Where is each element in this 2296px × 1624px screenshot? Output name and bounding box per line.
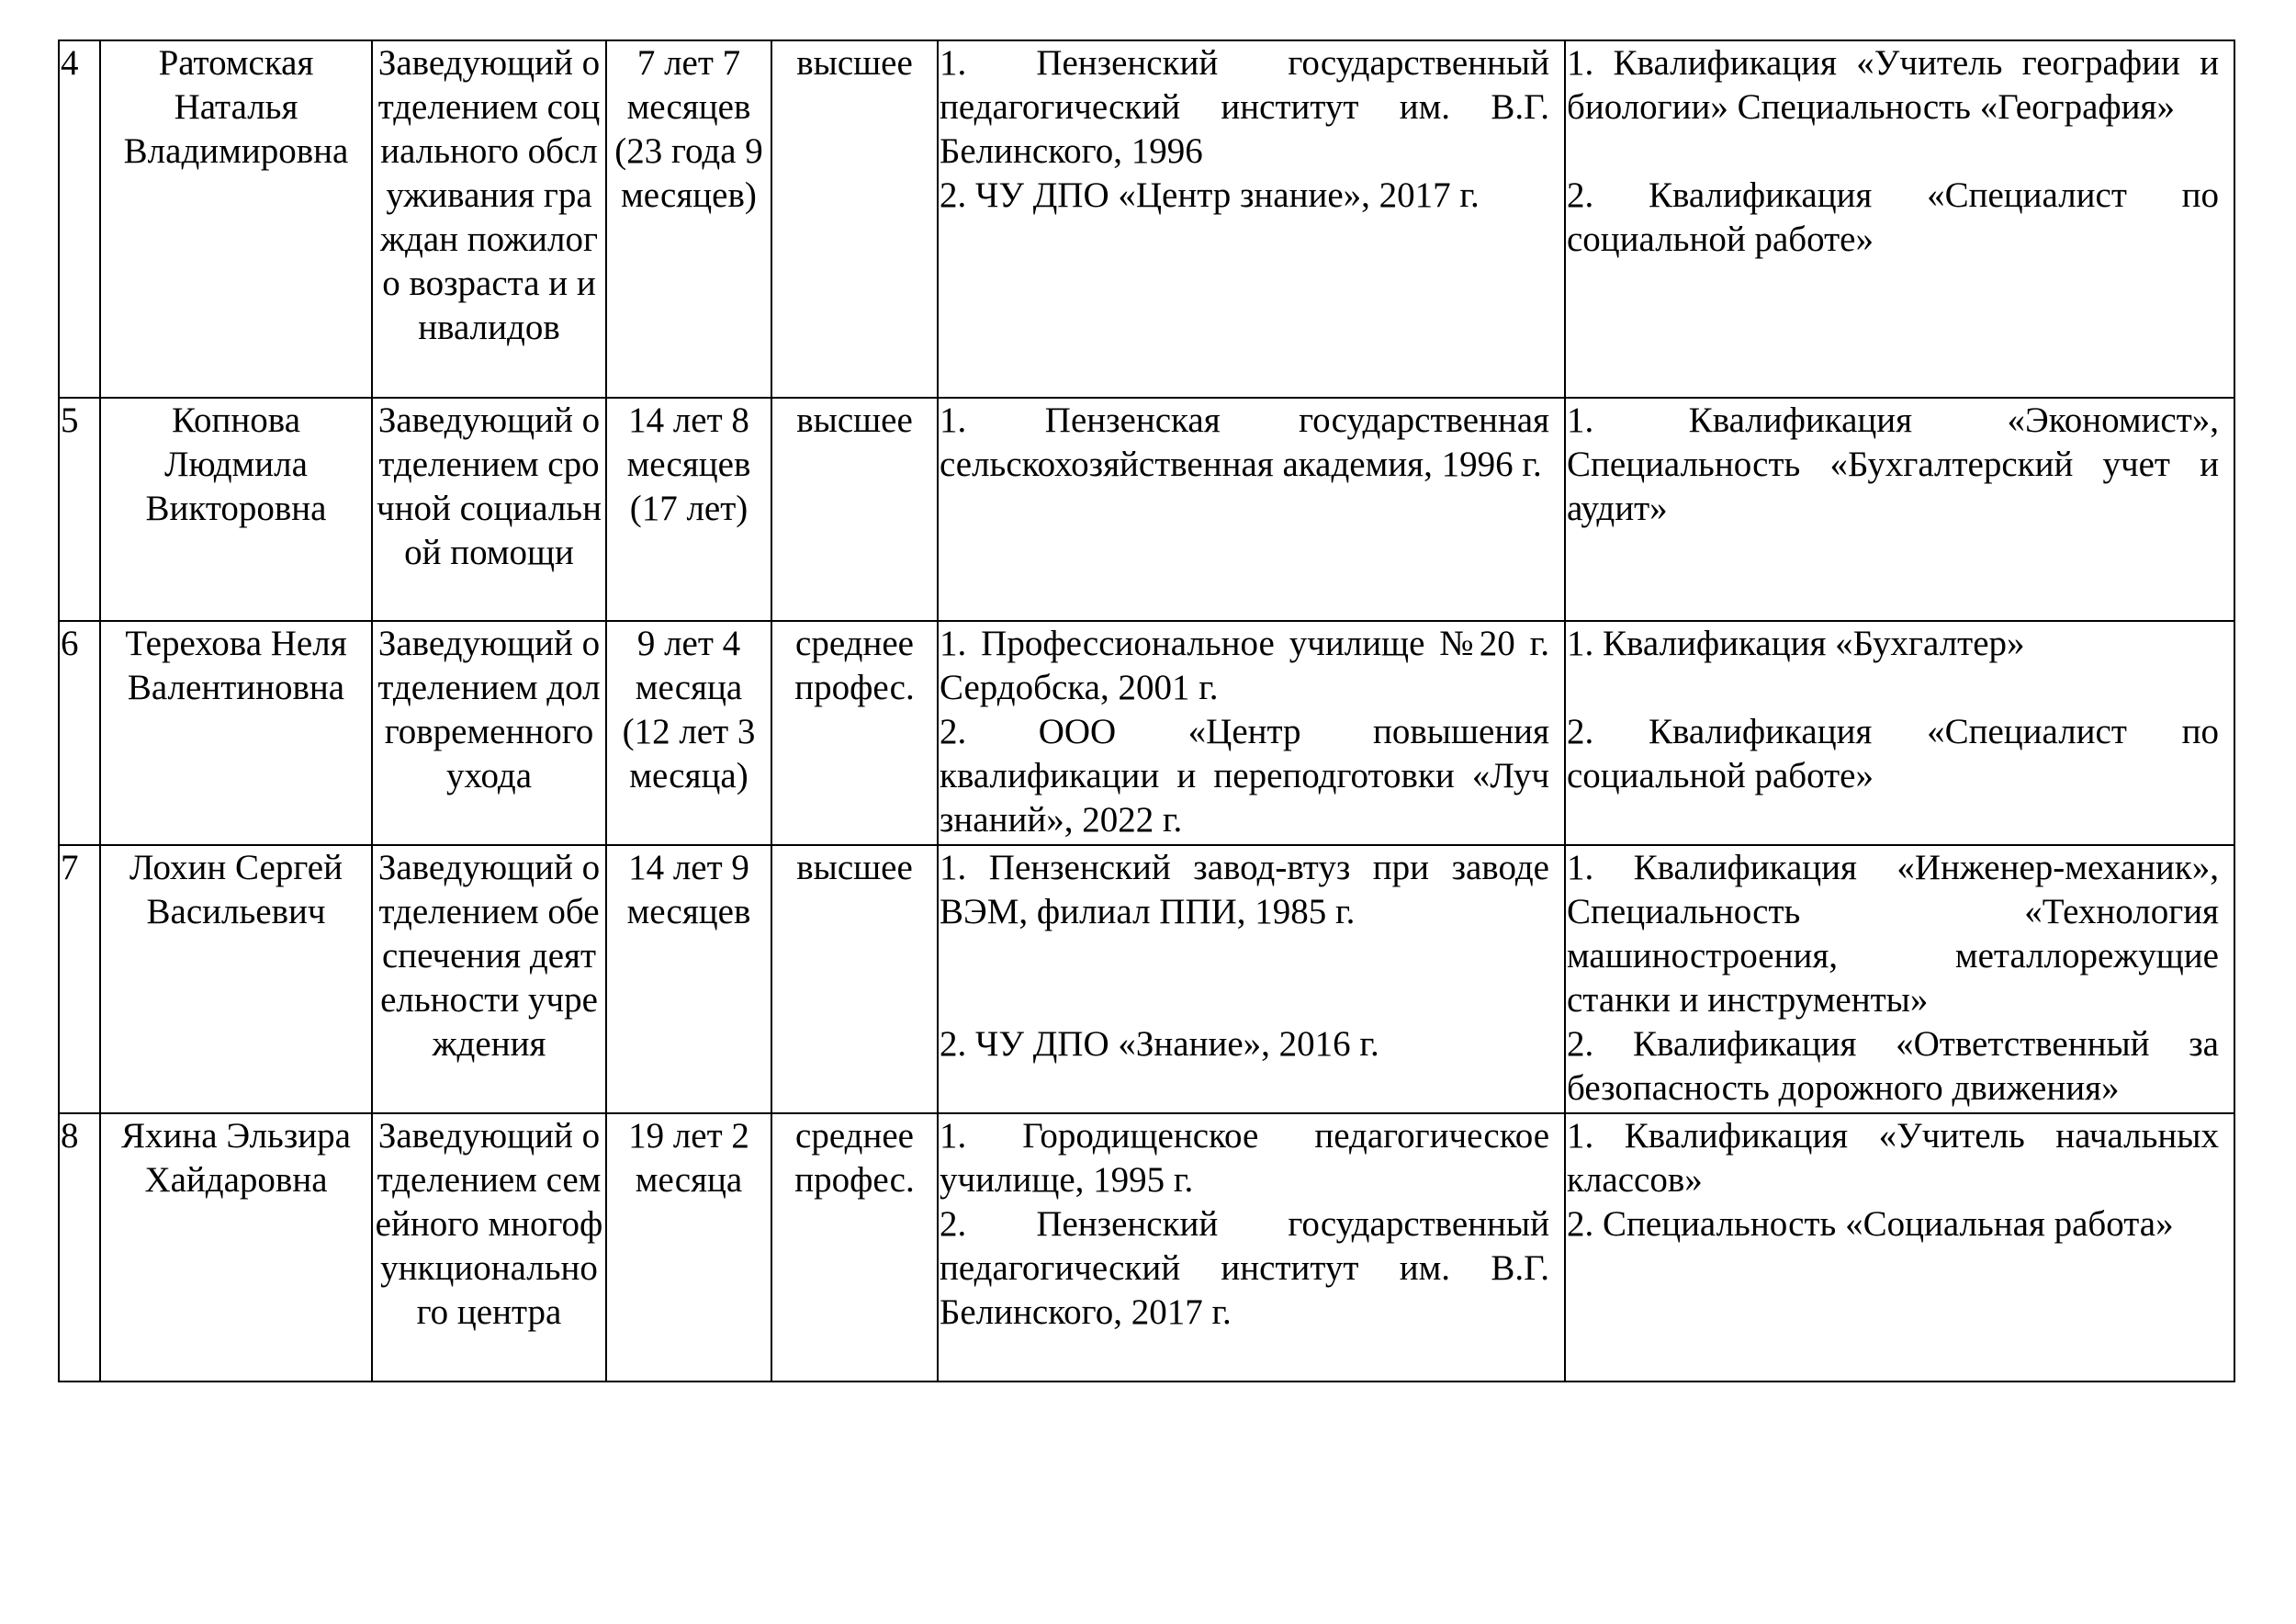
position: Заведующий отделением обеспечения деятельности учреждения	[372, 845, 606, 1113]
education-cell	[938, 621, 1565, 845]
position: Заведующий отделением социального обслуживания граждан пожилого возраста и инвалидов	[372, 40, 606, 398]
qualification-entry: 2. Квалификация «Специалист по социальной работе»	[1567, 175, 2219, 259]
education-cell	[938, 845, 1565, 1113]
row-number: 4	[59, 40, 100, 398]
education-entry: 1. Городищенское педагогическое училище, 1995 г.	[940, 1116, 1549, 1200]
employee-name: Терехова Неля Валентиновна	[100, 621, 372, 845]
education-cell	[938, 398, 1565, 621]
employee-name: Лохин Сергей Васильевич	[100, 845, 372, 1113]
qualification-entry: 1. Квалификация «Учитель географии и биологии» Специальность «География»	[1567, 43, 2219, 127]
table-row	[59, 845, 2234, 1113]
table-row	[59, 398, 2234, 621]
qualification-entry: 2. Квалификация «Ответственный за безопасность дорожного движения»	[1567, 1024, 2219, 1108]
education-level: высшее	[771, 398, 938, 621]
qualification-entry: 1. Квалификация «Инженер-механик», Специальность «Технология машиностроения, металлорежущие станки и инструменты»	[1567, 848, 2219, 1020]
employee-name: Копнова Людмила Викторовна	[100, 398, 372, 621]
position: Заведующий отделением срочной социальной помощи	[372, 398, 606, 621]
row-number: 7	[59, 845, 100, 1113]
position: Заведующий отделением семейного многофункционального центра	[372, 1113, 606, 1382]
staff-table	[58, 39, 2235, 1382]
education-entry: 1. Профессиональное училище №20 г. Сердобска, 2001 г.	[940, 624, 1549, 707]
education-entry: 2. Пензенский государственный педагогический институт им. В.Г. Белинского, 2017 г.	[940, 1204, 1549, 1332]
employee-name: Яхина Эльзира Хайдаровна	[100, 1113, 372, 1382]
education-level: среднее профес.	[771, 621, 938, 845]
qualification-cell	[1565, 40, 2234, 398]
education-entry: 2. ЧУ ДПО «Знание», 2016 г.	[940, 1024, 1379, 1064]
education-entry: 1. Пензенский государственный педагогический институт им. В.Г. Белинского, 1996	[940, 43, 1549, 171]
table-row	[59, 1113, 2234, 1382]
qualification-cell	[1565, 398, 2234, 621]
qualification-entry: 2. Специальность «Социальная работа»	[1567, 1204, 2174, 1244]
education-cell	[938, 1113, 1565, 1382]
education-entry: 2. ООО «Центр повышения квалификации и переподготовки «Луч знаний», 2022 г.	[940, 712, 1549, 840]
qualification-entry: 1. Квалификация «Учитель начальных классов»	[1567, 1116, 2219, 1200]
qualification-cell	[1565, 1113, 2234, 1382]
employee-name: Ратомская Наталья Владимировна	[100, 40, 372, 398]
work-experience: 9 лет 4 месяца (12 лет 3 месяца)	[606, 621, 771, 845]
education-entry: 2. ЧУ ДПО «Центр знание», 2017 г.	[940, 175, 1480, 215]
qualification-entry: 1. Квалификация «Бухгалтер»	[1567, 624, 2025, 663]
work-experience: 14 лет 9 месяцев	[606, 845, 771, 1113]
work-experience: 14 лет 8 месяцев (17 лет)	[606, 398, 771, 621]
row-number: 8	[59, 1113, 100, 1382]
education-level: высшее	[771, 40, 938, 398]
table-row	[59, 621, 2234, 845]
row-number: 5	[59, 398, 100, 621]
education-entry: 1. Пензенский завод-втуз при заводе ВЭМ, филиал ППИ, 1985 г.	[940, 848, 1549, 931]
table-row	[59, 40, 2234, 398]
position: Заведующий отделением долговременного ухода	[372, 621, 606, 845]
education-level: среднее профес.	[771, 1113, 938, 1382]
row-number: 6	[59, 621, 100, 845]
qualification-entry: 1. Квалификация «Экономист», Специальность «Бухгалтерский учет и аудит»	[1567, 400, 2219, 528]
education-entry: 1. Пензенская государственная сельскохозяйственная академия, 1996 г.	[940, 400, 1549, 484]
education-cell	[938, 40, 1565, 398]
work-experience: 19 лет 2 месяца	[606, 1113, 771, 1382]
education-level: высшее	[771, 845, 938, 1113]
qualification-entry: 2. Квалификация «Специалист по социальной работе»	[1567, 712, 2219, 795]
qualification-cell	[1565, 621, 2234, 845]
qualification-cell	[1565, 845, 2234, 1113]
work-experience: 7 лет 7 месяцев (23 года 9 месяцев)	[606, 40, 771, 398]
